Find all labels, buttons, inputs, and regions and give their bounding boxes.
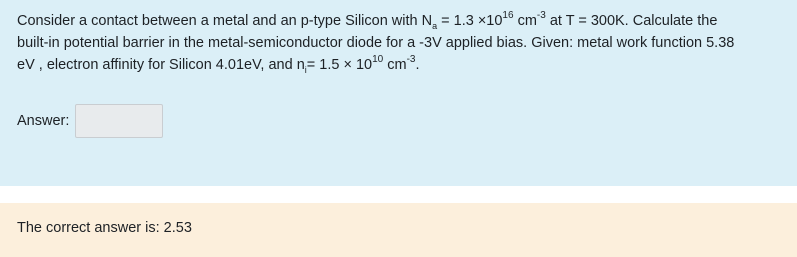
question-text-segment: at T = 300K. Calculate the [545,13,718,29]
answer-label: Answer: [17,113,70,129]
feedback-panel [0,203,797,257]
question-text-segment: . [415,57,420,73]
question-text-segment: = 1.3 ×10 [437,13,503,29]
question-line-3 [17,54,797,76]
question-text-segment: = 1.5 × 10 [306,57,373,73]
question-text-segment: cm [383,57,407,73]
question-text-segment: Consider a contact between a metal and an p-type Silicon with N [17,13,433,29]
exponent-16: 16 [502,10,514,22]
exponent-minus-3: -3 [536,10,546,22]
subscript-a: a [432,20,438,31]
question-text-segment: cm [513,13,537,29]
question-text [17,10,797,76]
question-line-2: built-in potential barrier in the metal-semiconductor diode for a -3V applied bias. Given: metal work function 5.38 [17,35,735,51]
answer-input[interactable] [75,104,163,138]
question-line-1 [17,10,797,32]
question-text-segment: eV , electron affinity for Silicon 4.01eV, and n [17,57,305,73]
answer-row [17,104,163,138]
exponent-minus-3: -3 [406,54,416,66]
exponent-10: 10 [372,54,384,66]
subscript-i: i [304,64,307,75]
correct-answer-text: The correct answer is: 2.53 [17,220,192,236]
